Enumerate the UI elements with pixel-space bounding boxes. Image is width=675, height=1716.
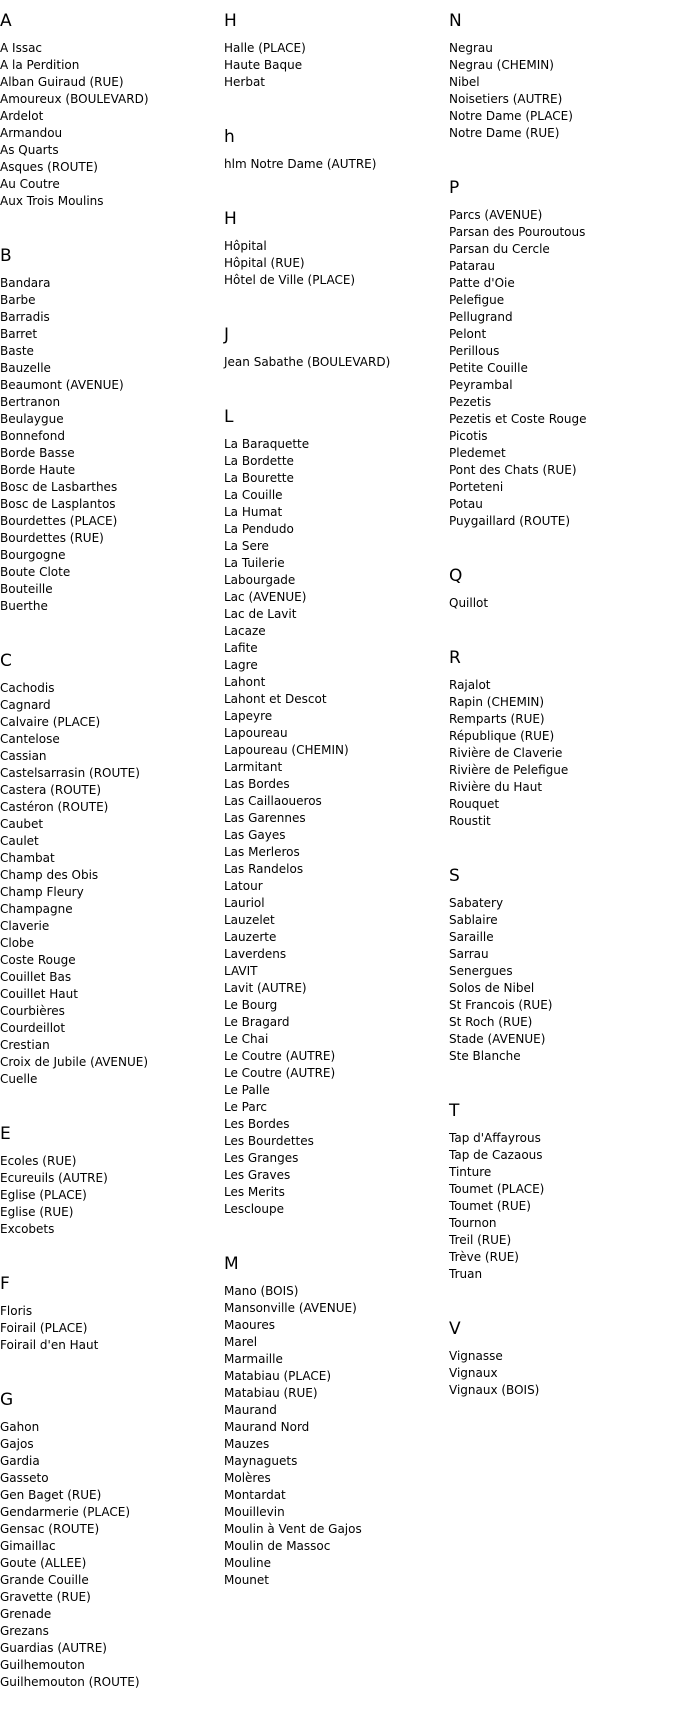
street-link[interactable]: Boute Clote	[0, 565, 71, 579]
street-link[interactable]: Bouteille	[0, 582, 53, 596]
street-link[interactable]: Castelsarrasin (ROUTE)	[0, 766, 140, 780]
street-link[interactable]: Ecoles (RUE)	[0, 1154, 77, 1168]
street-link[interactable]: Bourdettes (RUE)	[0, 531, 104, 545]
street-link[interactable]: Lescloupe	[224, 1202, 284, 1216]
street-link[interactable]: Ste Blanche	[449, 1049, 521, 1063]
street-link[interactable]: Maurand Nord	[224, 1420, 310, 1434]
street-link[interactable]: Lauzerte	[224, 930, 277, 944]
street-list	[449, 1130, 659, 1283]
street-link[interactable]: A Issac	[0, 41, 43, 55]
street-link[interactable]: Las Gayes	[224, 828, 286, 842]
street-list	[449, 895, 659, 1065]
street-link[interactable]: Lac de Lavit	[224, 607, 297, 621]
street-link[interactable]: Le Coutre (AUTRE)	[224, 1066, 336, 1080]
street-link[interactable]: Noisetiers (AUTRE)	[449, 92, 563, 106]
section-spacer	[449, 1283, 659, 1308]
street-list	[224, 156, 434, 173]
section-h	[224, 127, 434, 198]
street-link[interactable]: Latour	[224, 879, 263, 893]
street-link[interactable]: Pont des Chats (RUE)	[449, 463, 577, 477]
street-link[interactable]: Stade (AVENUE)	[449, 1032, 546, 1046]
street-link[interactable]: Vignasse	[449, 1349, 503, 1363]
street-link[interactable]: Grande Couille	[0, 1573, 89, 1587]
section-spacer	[0, 615, 210, 640]
street-link[interactable]: Buerthe	[0, 599, 48, 613]
street-list	[449, 595, 659, 612]
street-link[interactable]: Maoures	[224, 1318, 275, 1332]
street-link[interactable]: Grezans	[0, 1624, 49, 1638]
street-link[interactable]: Bandara	[0, 276, 51, 290]
street-link[interactable]: Le Bragard	[224, 1015, 290, 1029]
street-link[interactable]: Roustit	[449, 814, 491, 828]
street-link[interactable]: Las Randelos	[224, 862, 304, 876]
section-b	[0, 246, 210, 640]
street-link[interactable]: Matabiau (PLACE)	[224, 1369, 332, 1383]
street-link[interactable]: Herbat	[224, 75, 266, 89]
street-link[interactable]: Calvaire (PLACE)	[0, 715, 101, 729]
street-link[interactable]: Borde Haute	[0, 463, 76, 477]
section-spacer	[0, 1088, 210, 1113]
street-list	[224, 436, 434, 1218]
street-link[interactable]: Negrau (CHEMIN)	[449, 58, 554, 72]
section-n	[449, 11, 659, 167]
street-link[interactable]: Couillet Bas	[0, 970, 72, 984]
street-link[interactable]: Bosc de Lasbarthes	[0, 480, 118, 494]
street-link[interactable]: Nibel	[449, 75, 480, 89]
street-link[interactable]: Patarau	[449, 259, 496, 273]
section-q	[449, 566, 659, 637]
street-link[interactable]: Lac (AVENUE)	[224, 590, 307, 604]
section-l	[224, 407, 434, 1243]
street-link[interactable]: Barret	[0, 327, 38, 341]
section-letter: Q	[449, 566, 463, 586]
street-link[interactable]: Armandou	[0, 126, 63, 140]
street-link[interactable]: Eglise (RUE)	[0, 1205, 74, 1219]
street-link[interactable]: Beulaygue	[0, 412, 64, 426]
street-link[interactable]: Hôpital	[224, 239, 267, 253]
street-link[interactable]: Pelont	[449, 327, 487, 341]
street-link[interactable]: Alban Guiraud (RUE)	[0, 75, 124, 89]
street-link[interactable]: Lapeyre	[224, 709, 273, 723]
street-link[interactable]: Pezetis et Coste Rouge	[449, 412, 587, 426]
street-link[interactable]: Ardelot	[0, 109, 44, 123]
section-letter: V	[449, 1319, 461, 1339]
section-letter: G	[0, 1390, 14, 1410]
street-link[interactable]: Perillous	[449, 344, 500, 358]
street-link[interactable]: Aux Trois Moulins	[0, 194, 104, 208]
street-link[interactable]: Maurand	[224, 1403, 277, 1417]
street-link[interactable]: Barbe	[0, 293, 36, 307]
street-list	[224, 40, 434, 91]
street-link[interactable]: Lavit (AUTRE)	[224, 981, 307, 995]
street-link[interactable]: Jean Sabathe (BOULEVARD)	[224, 355, 391, 369]
street-list	[449, 677, 659, 830]
street-link[interactable]: Cassian	[0, 749, 47, 763]
street-link[interactable]: Champ Fleury	[0, 885, 84, 899]
section-letter: R	[449, 648, 461, 668]
street-link[interactable]: Marel	[224, 1335, 258, 1349]
street-link[interactable]: Crestian	[0, 1038, 50, 1052]
street-link[interactable]: Toumet (RUE)	[449, 1199, 531, 1213]
street-link[interactable]: Gendarmerie (PLACE)	[0, 1505, 131, 1519]
street-link[interactable]: Bourgogne	[0, 548, 66, 562]
street-link[interactable]: Mounet	[224, 1573, 269, 1587]
street-link[interactable]: Notre Dame (PLACE)	[449, 109, 573, 123]
section-c	[0, 651, 210, 1113]
section-spacer	[449, 1399, 659, 1424]
street-link[interactable]: Molères	[224, 1471, 271, 1485]
street-link[interactable]: Le Bourg	[224, 998, 278, 1012]
street-link[interactable]: Marmaille	[224, 1352, 283, 1366]
street-link[interactable]: Las Caillaoueros	[224, 794, 322, 808]
street-link[interactable]: Las Merleros	[224, 845, 300, 859]
street-link[interactable]: Les Bourdettes	[224, 1134, 314, 1148]
street-link[interactable]: Gajos	[0, 1437, 34, 1451]
street-link[interactable]: Lahont et Descot	[224, 692, 327, 706]
street-link[interactable]: Treil (RUE)	[449, 1233, 512, 1247]
street-link[interactable]: Lauriol	[224, 896, 265, 910]
section-spacer	[0, 1238, 210, 1263]
street-link[interactable]: Courdeillot	[0, 1021, 66, 1035]
street-list	[0, 1153, 210, 1238]
section-letter: H	[224, 11, 237, 31]
section-spacer	[449, 1065, 659, 1090]
street-link[interactable]: Labourgade	[224, 573, 296, 587]
street-link[interactable]: Mansonville (AVENUE)	[224, 1301, 357, 1315]
street-link[interactable]: Gahon	[0, 1420, 40, 1434]
index-column-2	[224, 0, 434, 1614]
street-link[interactable]: Petite Couille	[449, 361, 528, 375]
section-t	[449, 1101, 659, 1308]
section-spacer	[449, 830, 659, 855]
street-list	[0, 1303, 210, 1354]
street-list	[224, 238, 434, 289]
section-v	[449, 1319, 659, 1424]
street-link[interactable]: Eglise (PLACE)	[0, 1188, 87, 1202]
street-link[interactable]: Lapoureau (CHEMIN)	[224, 743, 349, 757]
street-link[interactable]: Negrau	[449, 41, 493, 55]
street-link[interactable]: Amoureux (BOULEVARD)	[0, 92, 149, 106]
index-column-3	[449, 0, 659, 1424]
street-link[interactable]: Lafite	[224, 641, 258, 655]
section-spacer	[224, 371, 434, 396]
street-link[interactable]: Mouillevin	[224, 1505, 285, 1519]
section-letter: h	[224, 127, 235, 147]
street-link[interactable]: Cuelle	[0, 1072, 38, 1086]
street-link[interactable]: Lapoureau	[224, 726, 288, 740]
street-link[interactable]: Tap d'Affayrous	[449, 1131, 541, 1145]
street-link[interactable]: Les Bordes	[224, 1117, 290, 1131]
street-link[interactable]: Excobets	[0, 1222, 55, 1236]
street-link[interactable]: Peyrambal	[449, 378, 513, 392]
section-s	[449, 866, 659, 1090]
section-spacer	[224, 289, 434, 314]
section-spacer	[224, 1218, 434, 1243]
street-link[interactable]: Guilhemouton	[0, 1658, 85, 1672]
section-letter: N	[449, 11, 462, 31]
street-link[interactable]: Las Garennes	[224, 811, 306, 825]
street-link[interactable]: Vignaux	[449, 1366, 498, 1380]
street-link[interactable]: Bonnefond	[0, 429, 65, 443]
street-link[interactable]: Borde Basse	[0, 446, 75, 460]
street-link[interactable]: Lacaze	[224, 624, 266, 638]
section-letter: M	[224, 1254, 239, 1274]
street-link[interactable]: Caulet	[0, 834, 39, 848]
section-letter: T	[449, 1101, 460, 1121]
street-link[interactable]: Les Graves	[224, 1168, 291, 1182]
street-link[interactable]: Foirail (PLACE)	[0, 1321, 88, 1335]
section-h	[224, 11, 434, 116]
street-link[interactable]: Moulin de Massoc	[224, 1539, 331, 1553]
street-link[interactable]: Matabiau (RUE)	[224, 1386, 318, 1400]
street-link[interactable]: Picotis	[449, 429, 488, 443]
street-link[interactable]: Maynaguets	[224, 1454, 298, 1468]
street-link[interactable]: Gimaillac	[0, 1539, 56, 1553]
section-letter: E	[0, 1124, 11, 1144]
street-link[interactable]: La Humat	[224, 505, 283, 519]
street-link[interactable]: Champ des Obis	[0, 868, 99, 882]
street-link[interactable]: République (RUE)	[449, 729, 555, 743]
section-spacer	[0, 1354, 210, 1379]
street-list	[224, 1283, 434, 1589]
street-link[interactable]: Cantelose	[0, 732, 60, 746]
section-letter: B	[0, 246, 12, 266]
street-link[interactable]: Le Palle	[224, 1083, 270, 1097]
section-spacer	[0, 1691, 210, 1716]
street-link[interactable]: Tap de Cazaous	[449, 1148, 543, 1162]
section-spacer	[449, 612, 659, 637]
street-link[interactable]: La Pendudo	[224, 522, 294, 536]
street-link[interactable]: Hôpital (RUE)	[224, 256, 305, 270]
street-link[interactable]: Le Chai	[224, 1032, 269, 1046]
street-list	[449, 1348, 659, 1399]
section-letter: S	[449, 866, 460, 886]
street-link[interactable]: Mouline	[224, 1556, 271, 1570]
street-link[interactable]: Guardias (AUTRE)	[0, 1641, 107, 1655]
street-link[interactable]: La Bourette	[224, 471, 294, 485]
street-link[interactable]: Castera (ROUTE)	[0, 783, 102, 797]
section-spacer	[224, 173, 434, 198]
street-link[interactable]: Goute (ALLEE)	[0, 1556, 87, 1570]
street-link[interactable]: Haute Baque	[224, 58, 303, 72]
section-letter: F	[0, 1274, 10, 1294]
section-p	[449, 178, 659, 555]
street-link[interactable]: Bosc de Lasplantos	[0, 497, 116, 511]
section-e	[0, 1124, 210, 1263]
section-letter: L	[224, 407, 234, 427]
street-link[interactable]: Sabatery	[449, 896, 504, 910]
street-link[interactable]: Sablaire	[449, 913, 498, 927]
street-link[interactable]: Tournon	[449, 1216, 497, 1230]
street-link[interactable]: Rapin (CHEMIN)	[449, 695, 545, 709]
street-link[interactable]: Gasseto	[0, 1471, 49, 1485]
section-letter: C	[0, 651, 12, 671]
street-link[interactable]: Parsan du Cercle	[449, 242, 550, 256]
street-link[interactable]: Porteteni	[449, 480, 504, 494]
street-link[interactable]: Baste	[0, 344, 34, 358]
street-list	[449, 207, 659, 530]
street-link[interactable]: Champagne	[0, 902, 73, 916]
street-link[interactable]: Floris	[0, 1304, 33, 1318]
street-link[interactable]: Rivière du Haut	[449, 780, 543, 794]
street-link[interactable]: Foirail d'en Haut	[0, 1338, 99, 1352]
street-link[interactable]: Puygaillard (ROUTE)	[449, 514, 571, 528]
section-spacer	[224, 91, 434, 116]
street-link[interactable]: Gensac (ROUTE)	[0, 1522, 100, 1536]
section-spacer	[449, 142, 659, 167]
section-letter: J	[224, 325, 230, 345]
street-link[interactable]: Courbières	[0, 1004, 65, 1018]
section-j	[224, 325, 434, 396]
street-link[interactable]: Remparts (RUE)	[449, 712, 545, 726]
section-g	[0, 1390, 210, 1716]
section-m	[224, 1254, 434, 1614]
street-link[interactable]: Las Bordes	[224, 777, 290, 791]
street-link[interactable]: Laverdens	[224, 947, 287, 961]
street-link[interactable]: LAVIT	[224, 964, 258, 978]
street-link[interactable]: Rouquet	[449, 797, 500, 811]
street-link[interactable]: Pelefigue	[449, 293, 505, 307]
street-link[interactable]: Barradis	[0, 310, 50, 324]
street-link[interactable]: Bourdettes (PLACE)	[0, 514, 118, 528]
street-link[interactable]: Toumet (PLACE)	[449, 1182, 545, 1196]
street-link[interactable]: Coste Rouge	[0, 953, 76, 967]
street-link[interactable]: Chambat	[0, 851, 55, 865]
street-list	[0, 40, 210, 210]
street-link[interactable]: Grenade	[0, 1607, 52, 1621]
street-link[interactable]: Bauzelle	[0, 361, 51, 375]
street-link[interactable]: Parcs (AVENUE)	[449, 208, 543, 222]
street-link[interactable]: Clobe	[0, 936, 35, 950]
street-link[interactable]: Mano (BOIS)	[224, 1284, 299, 1298]
street-link[interactable]: Mauzes	[224, 1437, 270, 1451]
street-link[interactable]: St Roch (RUE)	[449, 1015, 533, 1029]
street-link[interactable]: Notre Dame (RUE)	[449, 126, 560, 140]
street-link[interactable]: Saraille	[449, 930, 494, 944]
street-link[interactable]: hlm Notre Dame (AUTRE)	[224, 157, 377, 171]
section-f	[0, 1274, 210, 1379]
street-link[interactable]: Caubet	[0, 817, 44, 831]
street-link[interactable]: Parsan des Pouroutous	[449, 225, 586, 239]
street-link[interactable]: Tinture	[449, 1165, 492, 1179]
street-link[interactable]: Claverie	[0, 919, 50, 933]
section-h	[224, 209, 434, 314]
street-link[interactable]: Trève (RUE)	[449, 1250, 519, 1264]
section-spacer	[0, 210, 210, 235]
street-link[interactable]: Larmitant	[224, 760, 283, 774]
street-link[interactable]: La Sere	[224, 539, 269, 553]
street-link[interactable]: Gravette (RUE)	[0, 1590, 91, 1604]
street-link[interactable]: Croix de Jubile (AVENUE)	[0, 1055, 149, 1069]
street-link[interactable]: Cachodis	[0, 681, 55, 695]
street-link[interactable]: Quillot	[449, 596, 489, 610]
section-r	[449, 648, 659, 855]
street-link[interactable]: St Francois (RUE)	[449, 998, 553, 1012]
street-link[interactable]: Hôtel de Ville (PLACE)	[224, 273, 356, 287]
street-link[interactable]: Beaumont (AVENUE)	[0, 378, 124, 392]
street-link[interactable]: Patte d'Oie	[449, 276, 515, 290]
street-link[interactable]: Les Granges	[224, 1151, 299, 1165]
street-link[interactable]: Halle (PLACE)	[224, 41, 306, 55]
street-link[interactable]: Montardat	[224, 1488, 286, 1502]
section-letter: P	[449, 178, 460, 198]
street-link[interactable]: Le Coutre (AUTRE)	[224, 1049, 336, 1063]
section-a	[0, 11, 210, 235]
street-link[interactable]: Truan	[449, 1267, 483, 1281]
street-link[interactable]: Pellugrand	[449, 310, 513, 324]
street-link[interactable]: La Bordette	[224, 454, 294, 468]
street-list	[0, 275, 210, 615]
street-list	[0, 1419, 210, 1691]
street-link[interactable]: La Tuilerie	[224, 556, 285, 570]
section-letter: H	[224, 209, 237, 229]
street-link[interactable]: Rivière de Claverie	[449, 746, 563, 760]
street-link[interactable]: A la Perdition	[0, 58, 80, 72]
street-link[interactable]: Gen Baget (RUE)	[0, 1488, 102, 1502]
street-link[interactable]: Pezetis	[449, 395, 492, 409]
street-link[interactable]: Moulin à Vent de Gajos	[224, 1522, 362, 1536]
street-link[interactable]: Lahont	[224, 675, 266, 689]
index-column-1	[0, 0, 210, 1716]
street-link[interactable]: Asques (ROUTE)	[0, 160, 98, 174]
street-link[interactable]: Ecureuils (AUTRE)	[0, 1171, 108, 1185]
section-spacer	[449, 530, 659, 555]
street-link[interactable]: Lauzelet	[224, 913, 275, 927]
street-list	[0, 680, 210, 1088]
street-link[interactable]: Bertranon	[0, 395, 61, 409]
street-link[interactable]: Sarrau	[449, 947, 489, 961]
street-link[interactable]: Guilhemouton (ROUTE)	[0, 1675, 140, 1689]
street-link[interactable]: Lagre	[224, 658, 258, 672]
street-link[interactable]: Cagnard	[0, 698, 51, 712]
street-link[interactable]: Les Merits	[224, 1185, 285, 1199]
street-link[interactable]: La Baraquette	[224, 437, 310, 451]
street-link[interactable]: As Quarts	[0, 143, 59, 157]
street-link[interactable]: Gardia	[0, 1454, 40, 1468]
street-link[interactable]: Vignaux (BOIS)	[449, 1383, 540, 1397]
street-link[interactable]: Pledemet	[449, 446, 506, 460]
street-link[interactable]: Au Coutre	[0, 177, 60, 191]
street-link[interactable]: Potau	[449, 497, 483, 511]
street-link[interactable]: Rajalot	[449, 678, 491, 692]
street-list	[449, 40, 659, 142]
street-link[interactable]: Couillet Haut	[0, 987, 78, 1001]
section-letter: A	[0, 11, 12, 31]
street-link[interactable]: Senergues	[449, 964, 513, 978]
section-spacer	[224, 1589, 434, 1614]
street-link[interactable]: Castéron (ROUTE)	[0, 800, 109, 814]
street-link[interactable]: Rivière de Pelefigue	[449, 763, 569, 777]
street-link[interactable]: La Couille	[224, 488, 283, 502]
street-list	[224, 354, 434, 371]
street-link[interactable]: Le Parc	[224, 1100, 267, 1114]
street-link[interactable]: Solos de Nibel	[449, 981, 535, 995]
